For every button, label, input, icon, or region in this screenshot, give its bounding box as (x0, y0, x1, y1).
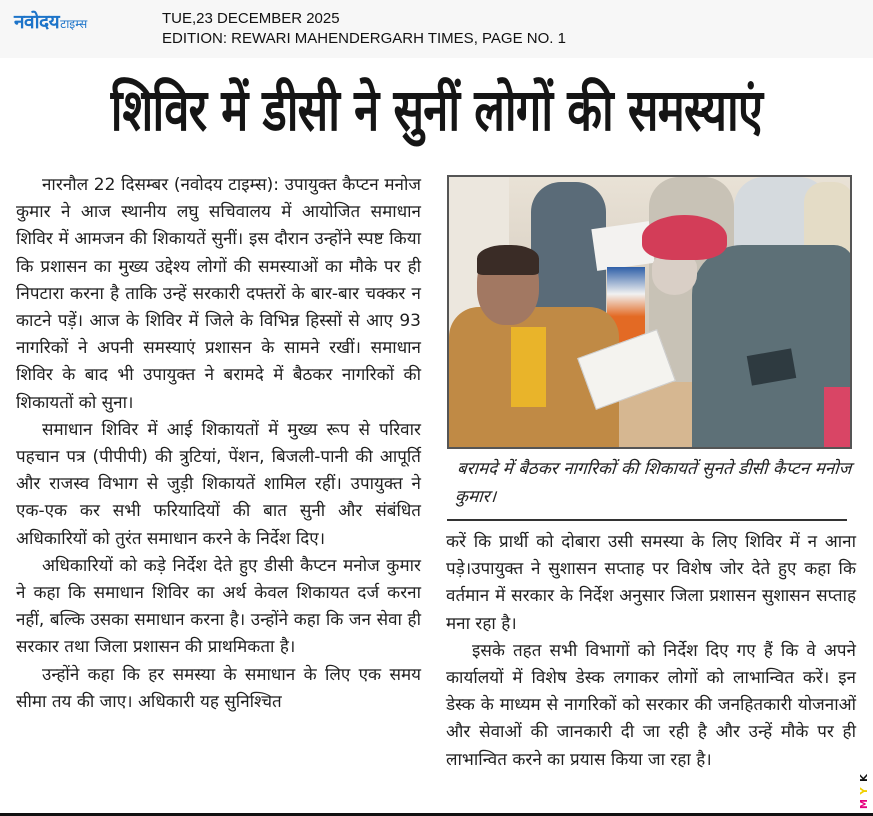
edition-line: EDITION: REWARI MAHENDERGARH TIMES, PAGE NO. 1 (162, 30, 566, 47)
photo-citizen-face (652, 255, 697, 295)
paragraph: करें कि प्रार्थी को दोबारा उसी समस्या के लिए शिविर में न आना पड़े।उपायुक्त ने सुशासन सप्ताह पर विशेष जोर देते हुए कहा कि वर्तमान में सरकार के निर्देश अनुसार जिला प्रशासन सुशासन सप्ताह मना रहा है। (446, 532, 856, 634)
article-right-column (446, 529, 856, 774)
edition-meta (162, 9, 566, 49)
print-registration-marks (858, 772, 872, 812)
photo-caption: बरामदे में बैठकर नागरिकों की शिकायतें सुनते डीसी कैप्टन मनोज कुमार। (454, 459, 852, 507)
logo-sub-text: टाइम्स (60, 17, 88, 31)
paragraph: इसके तहत सभी विभागों को निर्देश दिए गए हैं कि वे अपने कार्यालयों में विशेष डेस्क लगाकर लोगों को लाभान्वित करें। इन डेस्क के माध्यम से नागरिकों को सरकार की जनहितकारी योजनाओं और सेवाओं की जानकारी दी जा रही है और उन्हें मौके पर ही लाभान्वित करने का प्रयास किया जा रहा है। (446, 640, 856, 770)
article-left-column (16, 172, 421, 716)
photo-dc-shirt (511, 327, 546, 407)
caption-divider (447, 519, 847, 521)
paragraph: नारनौल 22 दिसम्बर (नवोदय टाइम्स): उपायुक्त कैप्टन मनोज कुमार ने आज स्थानीय लघु सचिवालय में आयोजित समाधान शिविर में आमजन की शिकायतें सुनीं। इस दौरान उन्होंने स्पष्ट किया कि प्रशासन का मुख्य उद्देश्य लोगों की समस्याओं का मौके पर ही निपटारा करना है ताकि उन्हें सरकारी दफ्तरों के बार-बार चक्कर न काटने पड़ें। आज के शिविर में जिले के विभिन्न हिस्सों से आए 93 नागरिकों ने अपनी समस्याएं प्रशासन के सामने रखीं। समाधान शिविर के बाद भी उपायुक्त ने बरामदे में बैठकर नागरिकों की शिकायतों को सुना। (16, 175, 421, 413)
photo-dc-hair (477, 245, 539, 275)
print-mark-m: M (859, 799, 870, 809)
logo-main-text: नवोदय (14, 11, 60, 33)
photo-red-object (824, 387, 852, 447)
paragraph: उन्होंने कहा कि हर समस्या के समाधान के लिए एक समय सीमा तय की जाए। अधिकारी यह सुनिश्चित (16, 664, 421, 712)
article-headline: शिविर में डीसी ने सुनीं लोगों की समस्याएं (110, 76, 763, 144)
paragraph: समाधान शिविर में आई शिकायतों में मुख्य रूप से परिवार पहचान पत्र (पीपीपी) की त्रुटियां, पेंशन, बिजली-पानी की आपूर्ति और राजस्व विभाग से जुड़ी शिकायतें शामिल रहीं। उपायुक्त ने एक-एक कर सभी फरियादियों की बात सुनी और संबंधित अधिकारियों को तुरंत समाधान करने के निर्देश दिए। (16, 419, 421, 549)
print-mark-k: K (859, 774, 870, 782)
paragraph: अधिकारियों को कड़े निर्देश देते हुए डीसी कैप्टन मनोज कुमार ने कहा कि समाधान शिविर का अर्थ केवल शिकायत दर्ज करना नहीं, बल्कि उसका समाधान करना है। उन्होंने कहा कि जन सेवा ही सरकार तथा जिला प्रशासन की प्राथमिकता है। (16, 555, 421, 658)
photo-red-turban (642, 215, 727, 260)
article-photo (447, 175, 852, 449)
date-line: TUE,23 DECEMBER 2025 (162, 10, 340, 27)
newspaper-logo (14, 8, 87, 34)
print-mark-y: Y (859, 787, 870, 795)
masthead (0, 0, 873, 58)
